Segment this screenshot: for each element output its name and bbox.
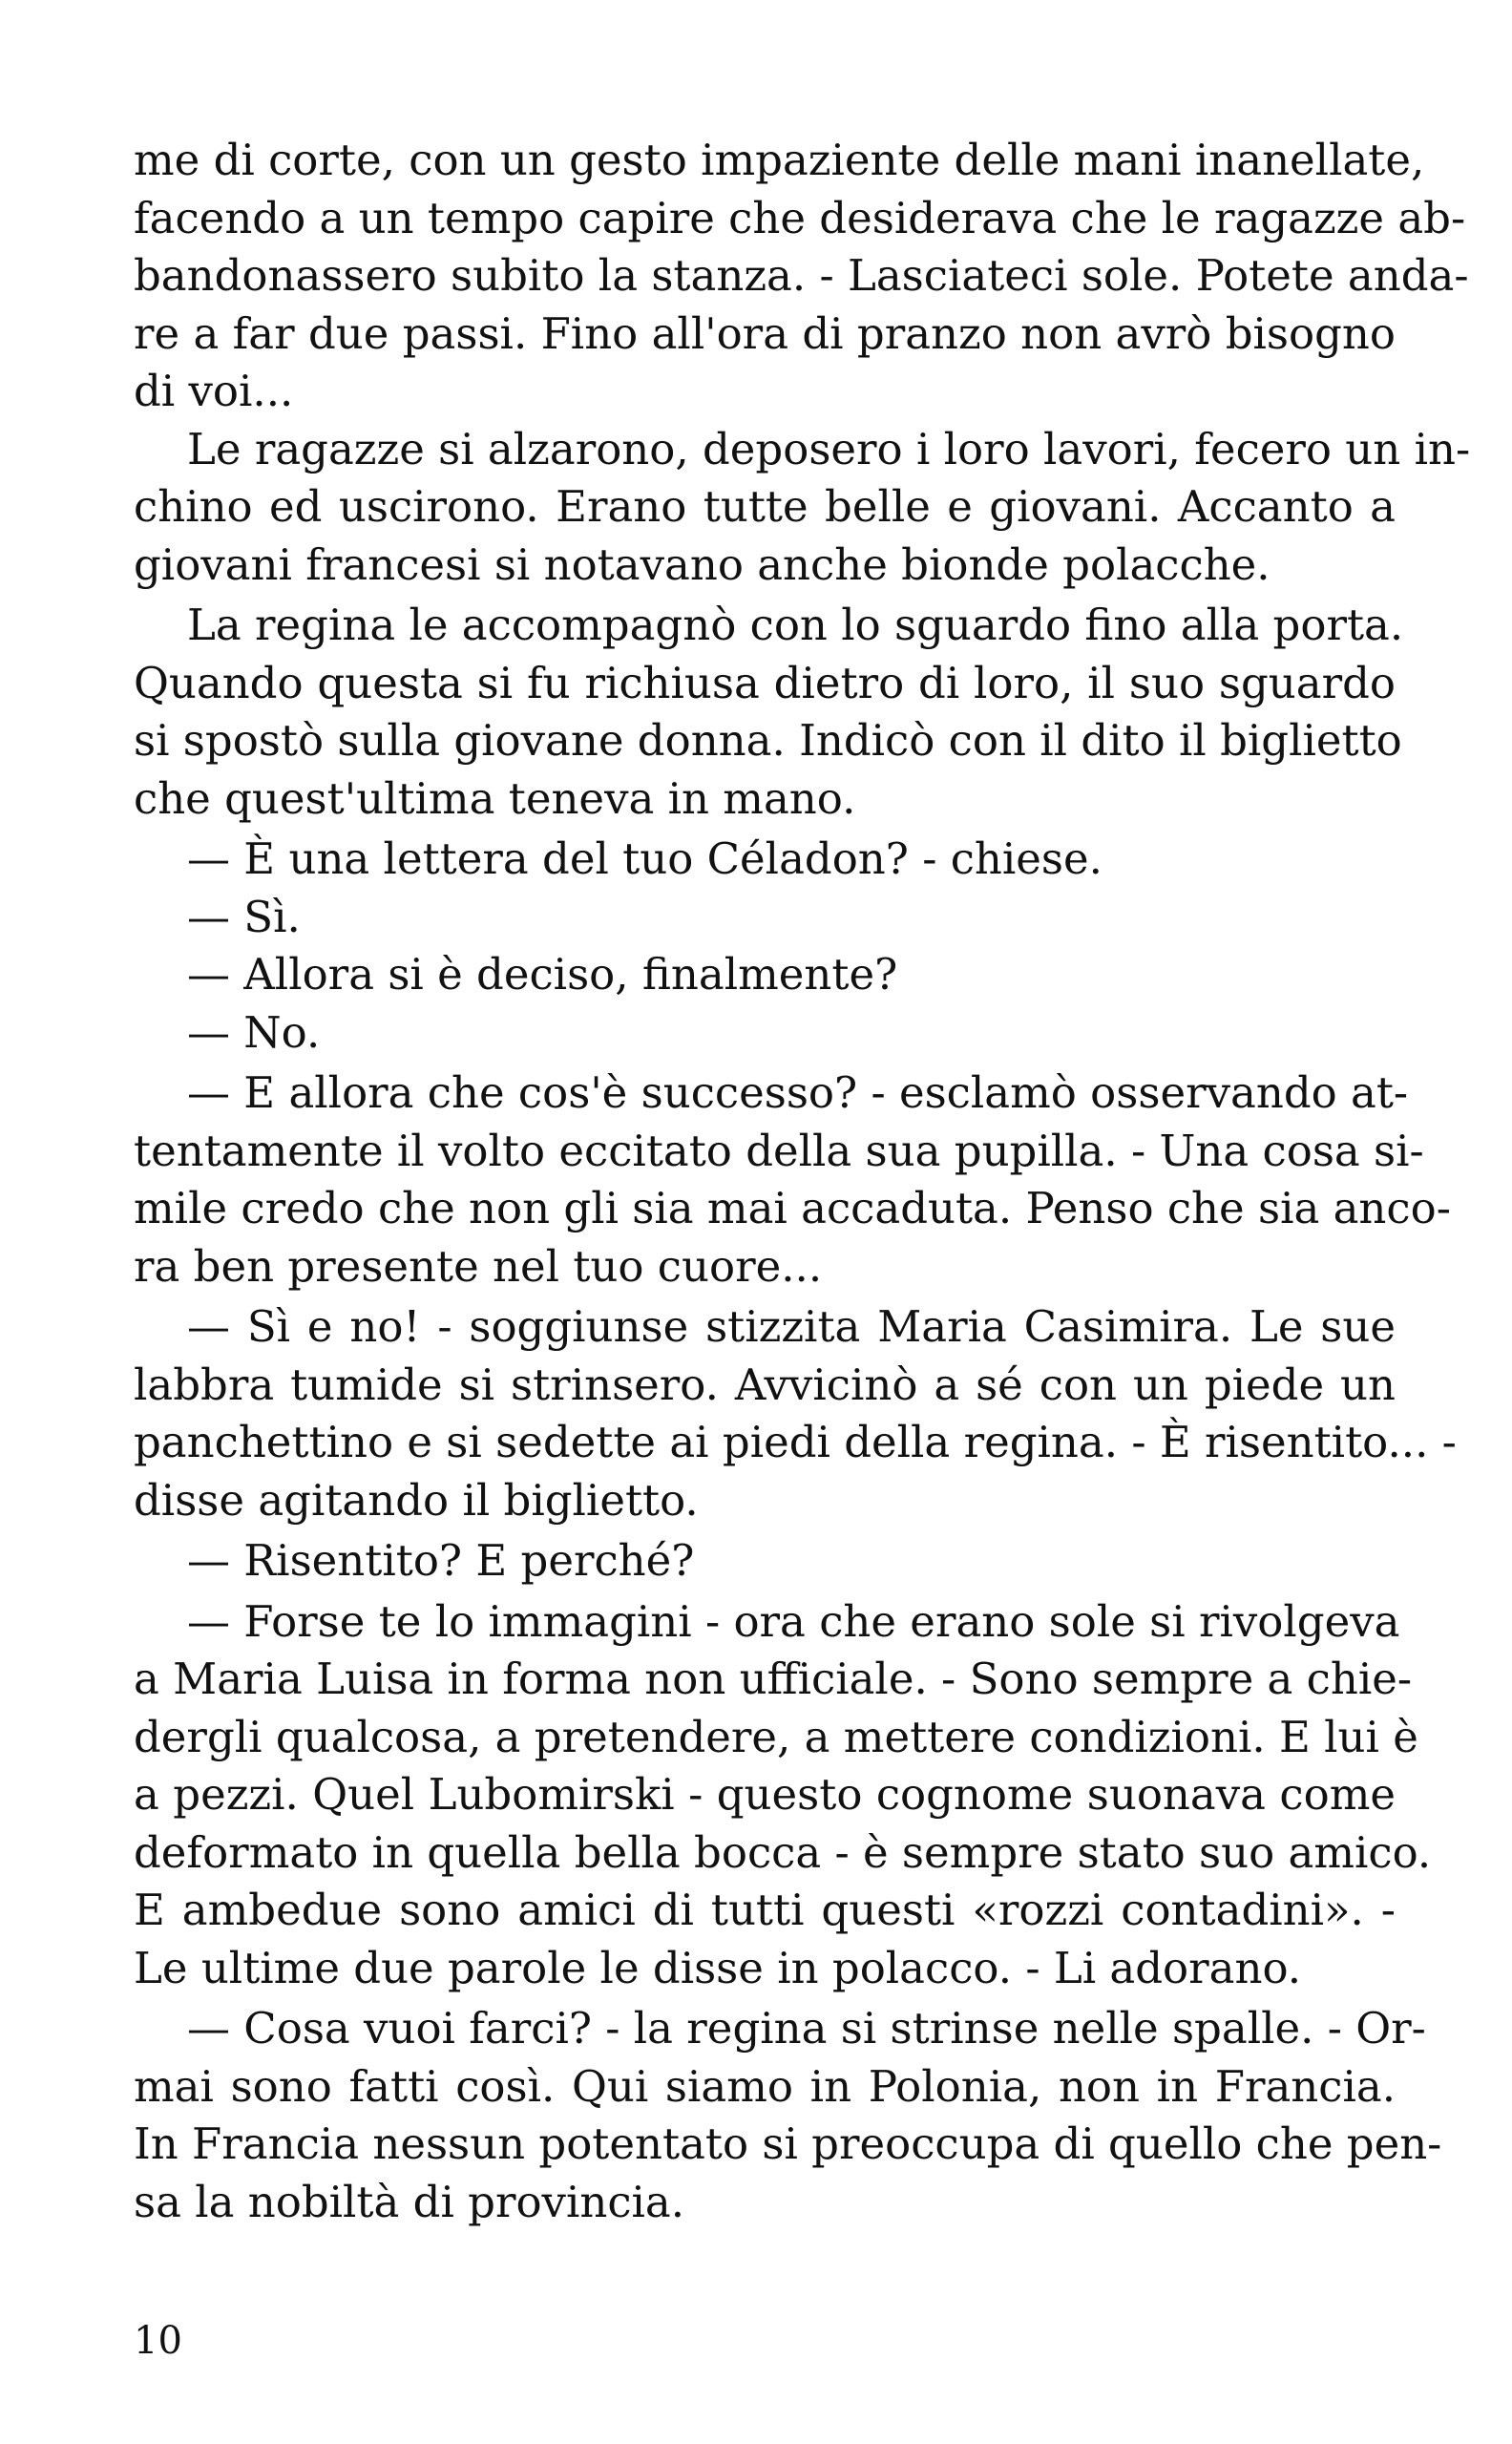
text-line: In Francia nessun potentato si preoccupa di quello che pen- xyxy=(134,2118,1442,2169)
text-line: tentamente il volto eccitato della sua pupilla. - Una cosa si- xyxy=(134,1125,1424,1176)
text-line: disse agitando il biglietto. xyxy=(134,1474,699,1526)
dialogue-line: — Sì e no! - soggiunse stizzita Maria Casimira. Le sue xyxy=(187,1301,1396,1352)
dialogue-line: — Cosa vuoi farci? - la regina si strinse nelle spalle. - Or- xyxy=(187,2003,1426,2054)
text-line: si spostò sulla giovane donna. Indicò con il dito il biglietto xyxy=(134,715,1402,766)
text-line: giovani francesi si notavano anche bionde polacche. xyxy=(134,538,1270,590)
text-line: Le ragazze si alzarono, deposero i loro lavori, fecero un in- xyxy=(187,423,1471,474)
text-line: che quest'ultima teneva in mano. xyxy=(134,772,856,824)
page-number: 10 xyxy=(134,2319,182,2363)
text-line: panchettino e si sedette ai piedi della regina. - È risentito... - xyxy=(134,1417,1457,1467)
text-line: a pezzi. Quel Lubomirski - questo cognome suonava come xyxy=(134,1769,1396,1820)
text-line: E ambedue sono amici di tutti questi «rozzi contadini». - xyxy=(134,1885,1396,1935)
text-line: sa la nobiltà di provincia. xyxy=(134,2176,685,2227)
text-line: a Maria Luisa in forma non ufficiale. - Sono sempre a chie- xyxy=(134,1654,1413,1704)
text-line: me di corte, con un gesto impaziente delle mani inanellate, xyxy=(134,135,1425,185)
text-line: mai sono fatti così. Qui siamo in Polonia, non in Francia. xyxy=(134,2060,1396,2112)
text-line: chino ed uscirono. Erano tutte belle e giovani. Accanto a xyxy=(134,481,1396,532)
dialogue-line: — No. xyxy=(187,1006,321,1058)
dialogue-line: — È una lettera del tuo Céladon? - chiese. xyxy=(187,833,1102,884)
dialogue-line: — E allora che cos'è successo? - esclamò osservando at- xyxy=(187,1067,1409,1118)
text-line: dergli qualcosa, a pretendere, a mettere condizioni. E lui è xyxy=(134,1711,1418,1762)
text-line: re a far due passi. Fino all'ora di pranzo non avrò bisogno xyxy=(134,307,1396,359)
dialogue-line: — Allora si è deciso, finalmente? xyxy=(187,949,898,1000)
text-line: ra ben presente nel tuo cuore... xyxy=(134,1240,823,1292)
text-line: facendo a un tempo capire che desiderava che le ragazze ab- xyxy=(134,192,1466,243)
body-text xyxy=(134,132,1471,2231)
dialogue-line: — Sì. xyxy=(187,891,301,942)
text-line: La regina le accompagnò con lo sguardo fino alla porta. xyxy=(187,600,1404,650)
text-line: Quando questa si fu richiusa dietro di loro, il suo sguardo xyxy=(134,657,1396,708)
text-line: Le ultime due parole le disse in polacco. - Li adorano. xyxy=(134,1942,1302,1993)
text-line: mile credo che non gli sia mai accaduta. Penso che sia anco- xyxy=(134,1183,1451,1233)
text-line: di voi... xyxy=(134,366,294,416)
dialogue-line: — Forse te lo immagini - ora che erano sole si rivolgeva xyxy=(187,1595,1400,1647)
text-line: labbra tumide si strinsero. Avvicinò a sé con un piede un xyxy=(134,1359,1396,1410)
text-line: bandonassero subito la stanza. - Lasciateci sole. Potete anda- xyxy=(134,250,1469,301)
text-line: deformato in quella bella bocca - è sempre stato suo amico. xyxy=(134,1826,1432,1878)
dialogue-line: — Risentito? E perché? xyxy=(187,1535,695,1586)
